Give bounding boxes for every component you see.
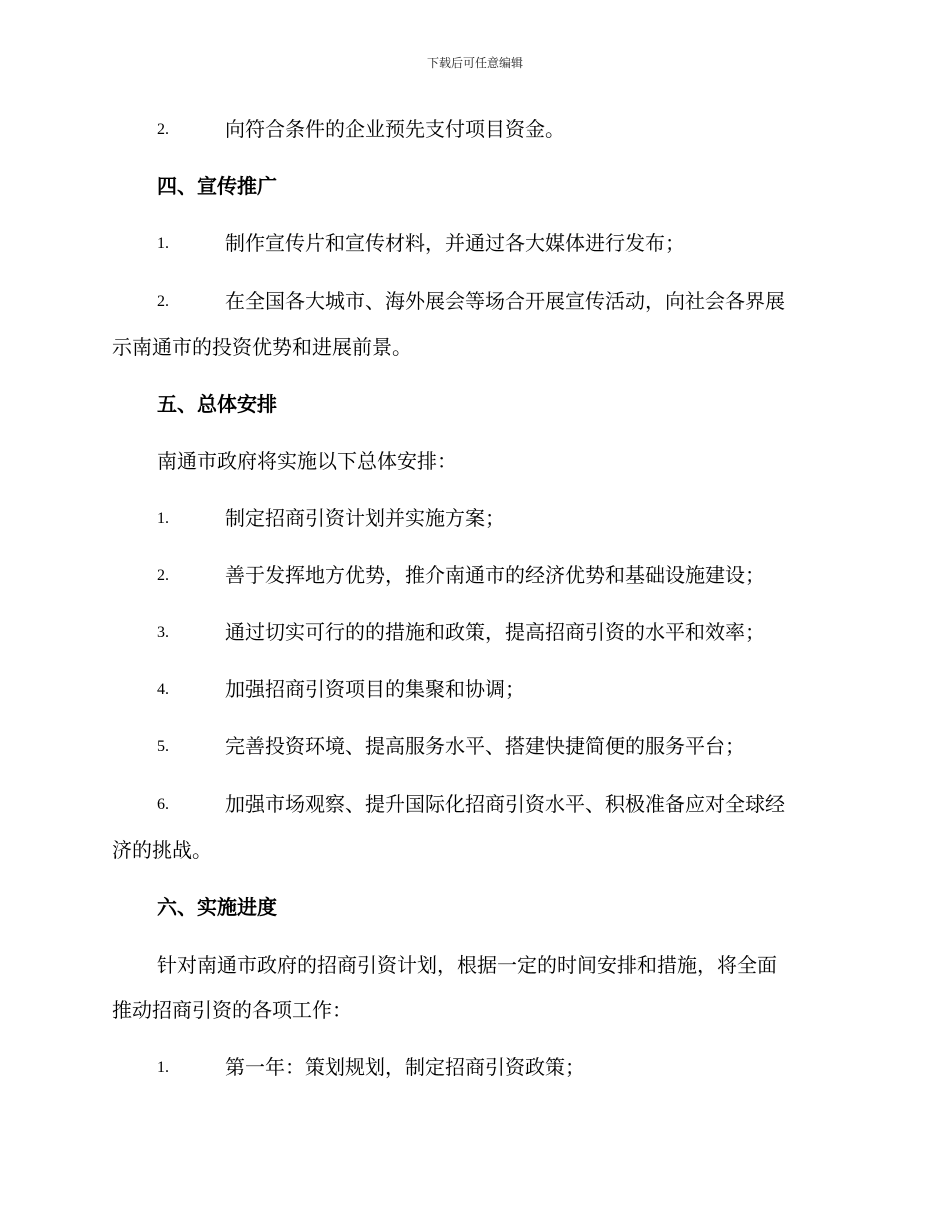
list-number: 4. (157, 681, 169, 698)
list-number: 2. (157, 567, 169, 584)
list-item-text: 完善投资环境、提高服务水平、搭建快捷简便的服务平台； (225, 734, 745, 758)
list-number: 1. (157, 510, 169, 527)
list-number: 2. (157, 121, 169, 138)
list-number: 6. (157, 796, 169, 813)
header-note: 下载后可任意编辑 (426, 56, 523, 70)
list-item-text: 制作宣传片和宣传材料，并通过各大媒体进行发布； (225, 231, 685, 255)
list-item-text: 第一年：策划规划，制定招商引资政策； (225, 1055, 585, 1079)
list-item-text: 加强招商引资项目的集聚和协调； (225, 677, 525, 701)
list-number: 3. (157, 624, 169, 641)
list-item-text: 制定招商引资计划并实施方案； (225, 506, 505, 530)
paragraph-continuation: 推动招商引资的各项工作： (112, 998, 352, 1022)
list-item-continuation: 济的挑战。 (112, 838, 212, 862)
list-number: 1. (157, 1059, 169, 1076)
list-number: 1. (157, 235, 169, 252)
section-heading: 五、总体安排 (157, 392, 277, 416)
list-item-text: 在全国各大城市、海外展会等场合开展宣传活动，向社会各界展 (225, 289, 785, 313)
list-item-text: 善于发挥地方优势，推介南通市的经济优势和基础设施建设； (225, 563, 765, 587)
list-item-text: 向符合条件的企业预先支付项目资金。 (225, 117, 565, 141)
list-item-text: 通过切实可行的的措施和政策，提高招商引资的水平和效率； (225, 620, 765, 644)
list-number: 2. (157, 293, 169, 310)
paragraph: 南通市政府将实施以下总体安排： (157, 449, 457, 473)
list-number: 5. (157, 738, 169, 755)
list-item-continuation: 示南通市的投资优势和进展前景。 (112, 335, 412, 359)
paragraph: 针对南通市政府的招商引资计划，根据一定的时间安排和措施，将全面 (157, 953, 777, 977)
list-item-text: 加强市场观察、提升国际化招商引资水平、积极准备应对全球经 (225, 792, 785, 816)
section-heading: 四、宣传推广 (157, 174, 277, 198)
section-heading: 六、实施进度 (157, 895, 277, 919)
